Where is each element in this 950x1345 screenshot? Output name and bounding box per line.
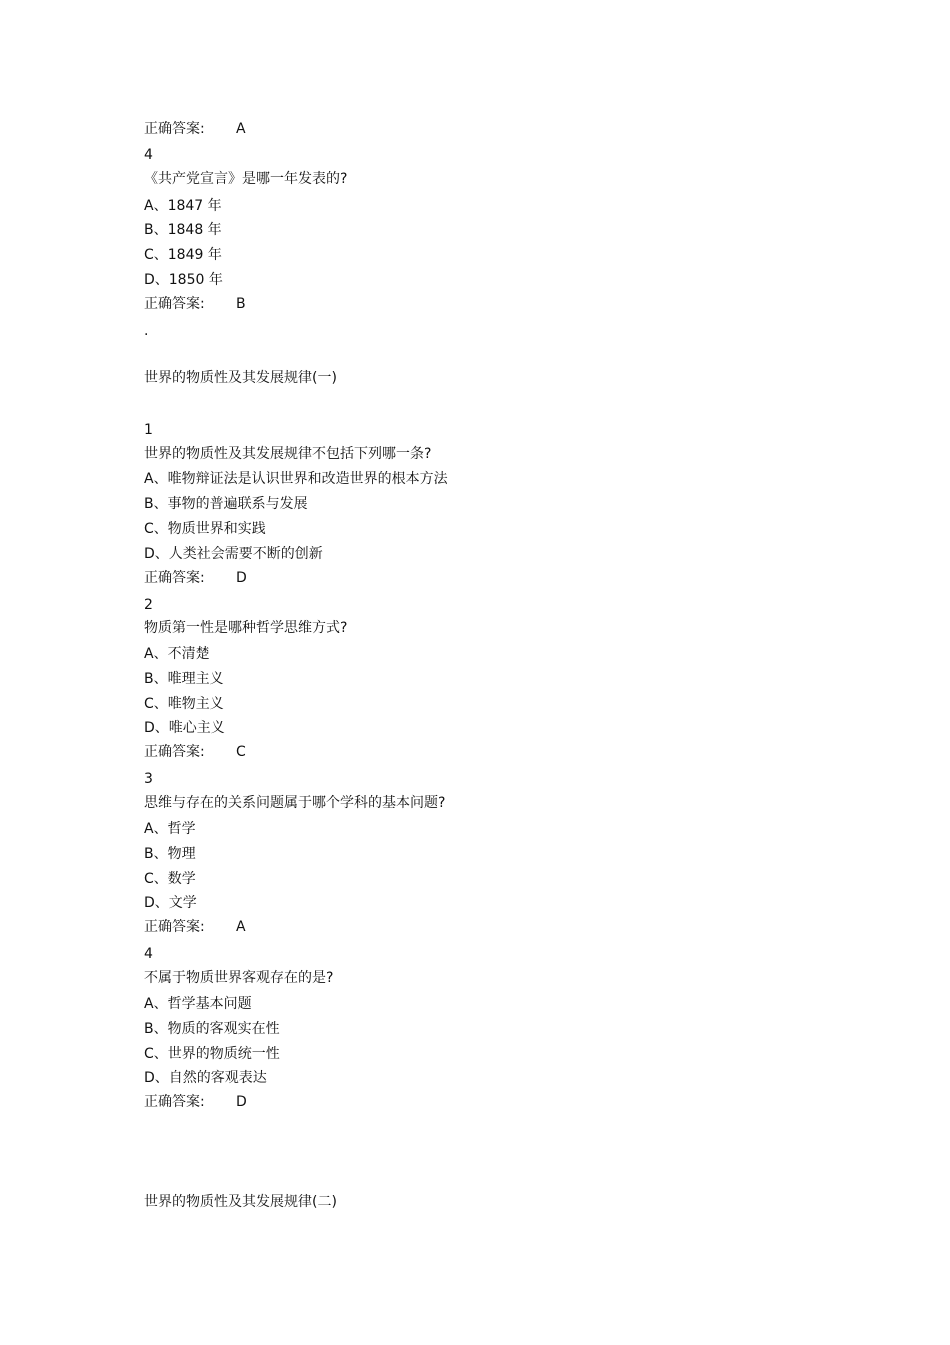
answer-label: 正确答案: bbox=[144, 744, 205, 760]
answer-value: D bbox=[236, 570, 247, 586]
question-number: 4 bbox=[144, 946, 153, 962]
option-b: B、物理 bbox=[144, 846, 196, 862]
question-text: 物质第一性是哪种哲学思维方式? bbox=[144, 620, 348, 636]
option-a: A、哲学 bbox=[144, 821, 196, 837]
question-text: 不属于物质世界客观存在的是? bbox=[144, 970, 334, 986]
question-number: 3 bbox=[144, 771, 153, 787]
option-c: C、世界的物质统一性 bbox=[144, 1046, 280, 1062]
option-c: C、物质世界和实践 bbox=[144, 521, 266, 537]
option-b: B、1848 年 bbox=[144, 222, 222, 238]
option-a: A、唯物辩证法是认识世界和改造世界的根本方法 bbox=[144, 471, 448, 487]
question-text: 思维与存在的关系问题属于哪个学科的基本问题? bbox=[144, 795, 446, 811]
question-text: 《共产党宣言》是哪一年发表的? bbox=[144, 171, 348, 187]
answer-line bbox=[144, 1093, 247, 1111]
option-b: B、物质的客观实在性 bbox=[144, 1021, 280, 1037]
section-title: 世界的物质性及其发展规律(一) bbox=[144, 370, 337, 386]
question-text: 世界的物质性及其发展规律不包括下列哪一条? bbox=[144, 446, 432, 462]
answer-line bbox=[144, 569, 247, 587]
answer-line bbox=[144, 743, 246, 761]
option-d: D、唯心主义 bbox=[144, 720, 225, 736]
option-b: B、唯理主义 bbox=[144, 671, 224, 687]
option-d: D、自然的客观表达 bbox=[144, 1070, 267, 1086]
separator-dot: . bbox=[144, 323, 149, 339]
question-number: 4 bbox=[144, 147, 153, 163]
answer-label: 正确答案: bbox=[144, 570, 205, 586]
option-b: B、事物的普遍联系与发展 bbox=[144, 496, 308, 512]
answer-value: A bbox=[236, 919, 246, 935]
option-c: C、1849 年 bbox=[144, 247, 222, 263]
answer-label: 正确答案: bbox=[144, 296, 205, 312]
option-d: D、人类社会需要不断的创新 bbox=[144, 546, 323, 562]
option-a: A、不清楚 bbox=[144, 646, 210, 662]
question-number: 1 bbox=[144, 422, 153, 438]
option-c: C、数学 bbox=[144, 871, 196, 887]
answer-value: D bbox=[236, 1094, 247, 1110]
option-d: D、1850 年 bbox=[144, 272, 223, 288]
option-c: C、唯物主义 bbox=[144, 696, 224, 712]
answer-value: A bbox=[236, 121, 246, 137]
section-title: 世界的物质性及其发展规律(二) bbox=[144, 1194, 337, 1210]
answer-line bbox=[144, 295, 246, 313]
option-d: D、文学 bbox=[144, 895, 197, 911]
option-a: A、1847 年 bbox=[144, 198, 222, 214]
answer-label: 正确答案: bbox=[144, 1094, 205, 1110]
answer-line bbox=[144, 120, 246, 138]
answer-line bbox=[144, 918, 246, 936]
option-a: A、哲学基本问题 bbox=[144, 996, 252, 1012]
question-number: 2 bbox=[144, 597, 153, 613]
answer-value: C bbox=[236, 744, 246, 760]
answer-label: 正确答案: bbox=[144, 919, 205, 935]
answer-label: 正确答案: bbox=[144, 121, 205, 137]
answer-value: B bbox=[236, 296, 246, 312]
